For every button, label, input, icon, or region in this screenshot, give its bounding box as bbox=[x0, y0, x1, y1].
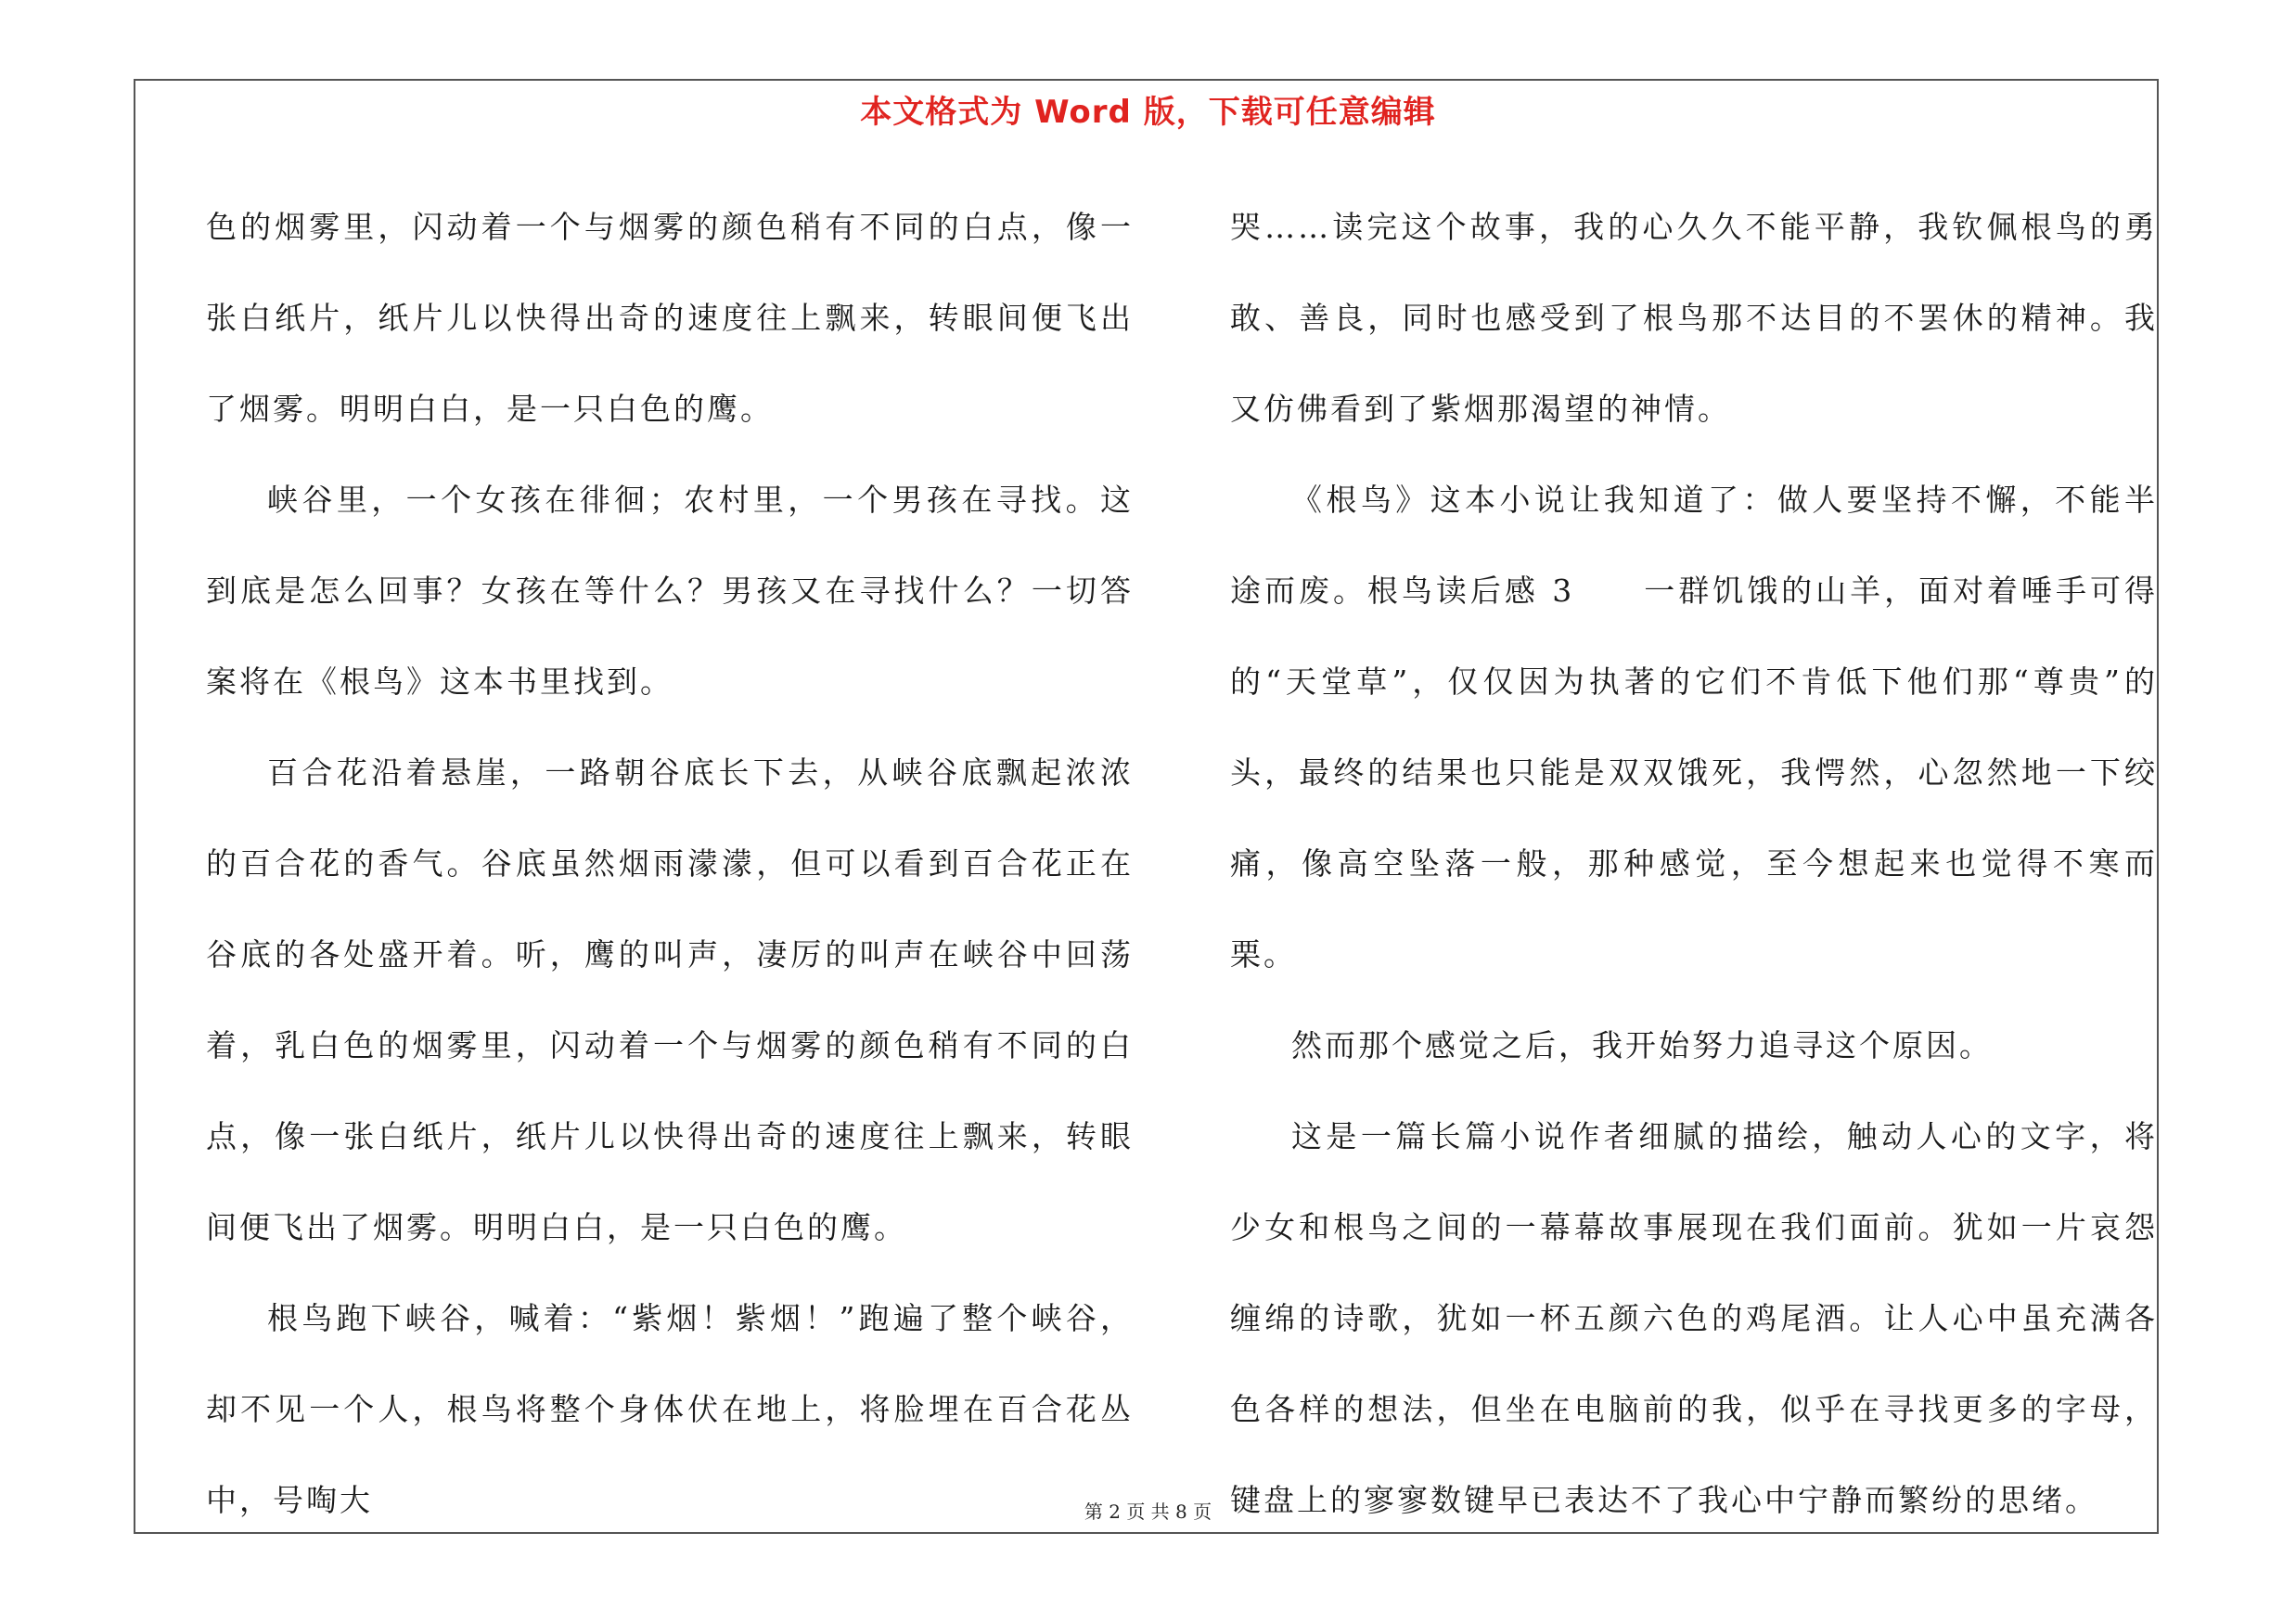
paragraph: 色的烟雾里，闪动着一个与烟雾的颜色稍有不同的白点，像一张白纸片，纸片儿以快得出奇的速度往上飘来，转眼间便飞出了烟雾。明明白白，是一只白色的鹰。 bbox=[206, 209, 1134, 427]
paragraph: 根鸟跑下峡谷，喊着：“紫烟！紫烟！”跑遍了整个峡谷，却不见一个人，根鸟将整个身体伏在地上，将脸埋在百合花丛中，号啕大 bbox=[206, 1300, 1134, 1518]
page-number-footer: 第 2 页 共 8 页 bbox=[1084, 1501, 1212, 1523]
paragraph: 然而那个感觉之后，我开始努力追寻这个原因。 bbox=[1291, 1027, 1993, 1063]
word-format-banner: 本文格式为 Word 版，下载可任意编辑 bbox=[860, 94, 1436, 131]
paragraph: 哭……读完这个故事，我的心久久不能平静，我钦佩根鸟的勇敢、善良，同时也感受到了根鸟那不达目的不罢休的精神。我又仿佛看到了紫烟那渴望的神情。 bbox=[1230, 209, 2158, 427]
left-text-column bbox=[206, 182, 1134, 1546]
paragraph: 这是一篇长篇小说作者细腻的描绘，触动人心的文字，将少女和根鸟之间的一幕幕故事展现在我们面前。犹如一片哀怨缠绵的诗歌，犹如一杯五颜六色的鸡尾酒。让人心中虽充满各色各样的想法，但坐在电脑前的我，似乎在寻找更多的字母，键盘上的寥寥数键早已表达不了我心中宁静而繁纷的思绪。 bbox=[1230, 1118, 2158, 1518]
paragraph: 峡谷里，一个女孩在徘徊；农村里，一个男孩在寻找。这到底是怎么回事？女孩在等什么？男孩又在寻找什么？一切答案将在《根鸟》这本书里找到。 bbox=[206, 482, 1134, 700]
paragraph: 百合花沿着悬崖，一路朝谷底长下去，从峡谷底飘起浓浓的百合花的香气。谷底虽然烟雨濛濛，但可以看到百合花正在谷底的各处盛开着。听，鹰的叫声，凄厉的叫声在峡谷中回荡着，乳白色的烟雾里，闪动着一个与烟雾的颜色稍有不同的白点，像一张白纸片，纸片儿以快得出奇的速度往上飘来，转眼间便飞出了烟雾。明明白白，是一只白色的鹰。 bbox=[206, 754, 1134, 1245]
paragraph: 《根鸟》这本小说让我知道了：做人要坚持不懈，不能半途而废。根鸟读后感 3 一群饥饿的山羊，面对着唾手可得的“天堂草”，仅仅因为执著的它们不肯低下他们那“尊贵”的头，最终的结果也只能是双双饿死，我愕然，心忽然地一下绞痛，像高空坠落一般，那种感觉，至今想起来也觉得不寒而栗。 bbox=[1230, 482, 2158, 973]
right-text-column bbox=[1230, 182, 2158, 1546]
